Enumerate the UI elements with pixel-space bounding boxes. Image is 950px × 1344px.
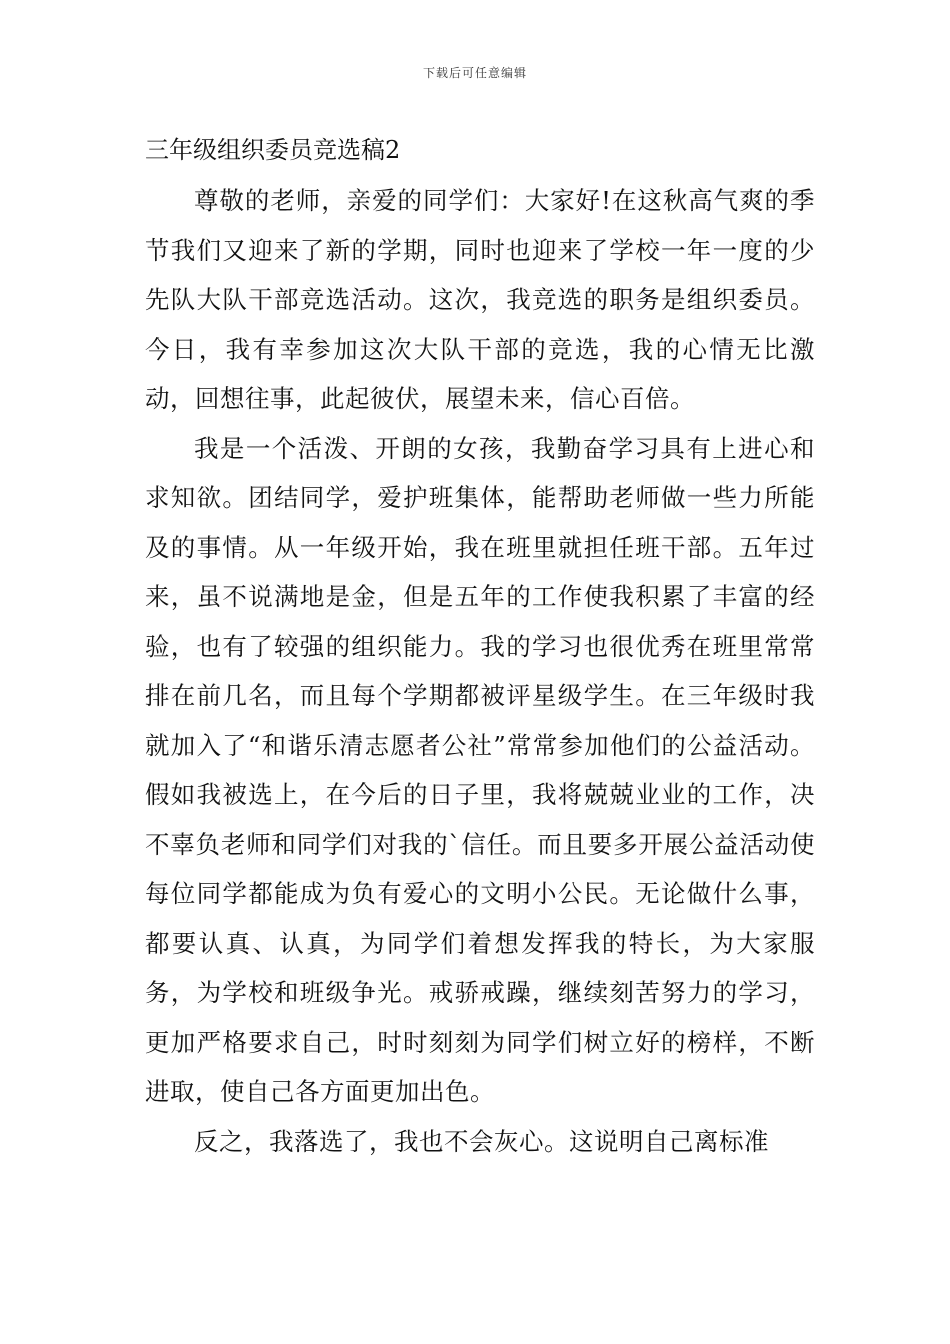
paragraph-if-not-elected: 反之，我落选了，我也不会灰心。这说明自己离标准 xyxy=(194,1126,769,1156)
document-title: 三年级组织委员竞选稿2 xyxy=(145,136,401,164)
document-body xyxy=(145,130,815,1166)
page-header-note: 下载后可任意编辑 xyxy=(422,66,527,80)
paragraph-self-introduction: 我是一个活泼、开朗的女孩，我勤奋学习具有上进心和求知欲。团结同学，爱护班集体，能帮助老师做一些力所能及的事情。从一年级开始，我在班里就担任班干部。五年过来，虽不说满地是金，但是五年的工作使我积累了丰富的经验，也有了较强的组织能力。我的学习也很优秀在班里常常排在前几名，而且每个学期都被评星级学生。在三年级时我就加入了“和谐乐清志愿者公社”常常参加他们的公益活动。假如我被选上，在今后的日子里，我将兢兢业业的工作，决不辜负老师和同学们对我的`信任。而且要多开展公益活动使每位同学都能成为负有爱心的文明小公民。无论做什么事，都要认真、认真，为同学们着想发挥我的特长，为大家服务，为学校和班级争光。戒骄戒躁，继续刻苦努力的学习，更加严格要求自己，时时刻刻为同学们树立好的榜样，不断进取，使自己各方面更加出色。 xyxy=(145,433,815,1106)
paragraph-greeting: 尊敬的老师，亲爱的同学们：大家好!在这秋高气爽的季节我们又迎来了新的学期，同时也迎来了学校一年一度的少先队大队干部竞选活动。这次，我竞选的职务是组织委员。今日，我有幸参加这次大队干部的竞选，我的心情无比激动，回想往事，此起彼伏，展望未来，信心百倍。 xyxy=(145,186,815,413)
